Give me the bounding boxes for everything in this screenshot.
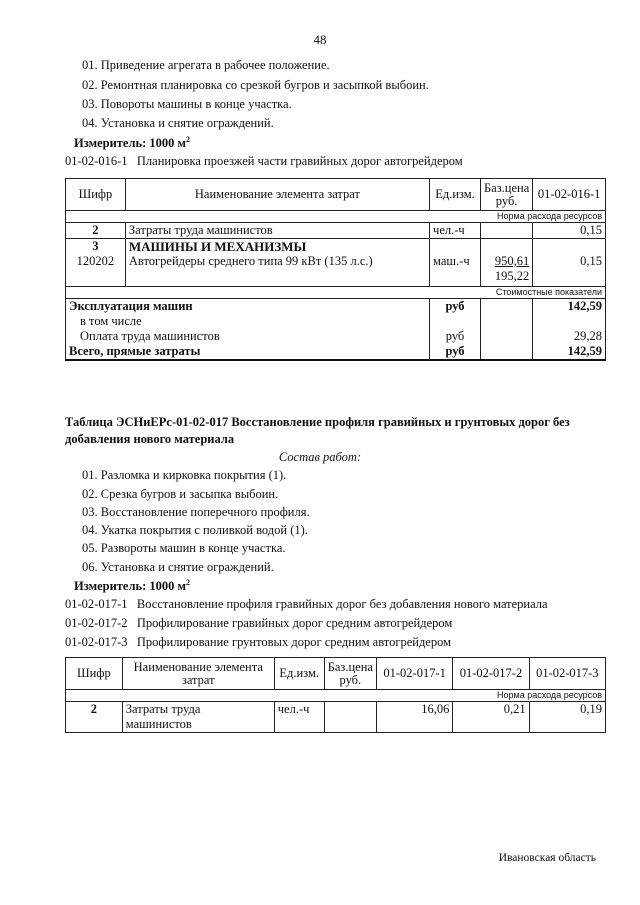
norm-code-line: 01-02-016-1 Планировка проезжей части гравийных дорог автогрейдером bbox=[65, 154, 463, 168]
col-header-norm: 01-02-016-1 bbox=[533, 179, 606, 211]
row-value: 16,06 bbox=[376, 702, 452, 733]
row-price: 950,61 195,22 bbox=[480, 254, 532, 287]
list-item: 02. Срезка бугров и засыпка выбоин. bbox=[82, 487, 279, 501]
col-header-price: Баз.цена руб. bbox=[480, 179, 532, 211]
cost-value: 142,59 bbox=[533, 344, 606, 360]
col-header-name: Наименование элемента затрат bbox=[122, 658, 274, 690]
list-item: 04. Установка и снятие ограждений. bbox=[82, 116, 274, 130]
list-item: 02. Ремонтная планировка со срезкой бугров и засыпкой выбоин. bbox=[82, 78, 429, 92]
row-price bbox=[480, 223, 532, 239]
row-price bbox=[324, 702, 376, 733]
footer-region: Ивановская область bbox=[498, 852, 596, 864]
col-header-code: Шифр bbox=[66, 179, 126, 211]
meter-label: Измеритель: 1000 $м^2$ bbox=[74, 135, 191, 151]
norms-table-016 bbox=[65, 178, 606, 361]
list-item: 04. Укатка покрытия с поливкой водой (1). bbox=[82, 523, 308, 537]
page-number: 48 bbox=[313, 32, 327, 47]
row-value: 0,19 bbox=[529, 702, 605, 733]
col-header-name: Наименование элемента затрат bbox=[125, 179, 429, 211]
norm-code-line: 01-02-017-1 Восстановление профиля гравийных дорог без добавления нового материала bbox=[65, 597, 548, 611]
col-header-norm: 01-02-017-3 bbox=[529, 658, 605, 690]
row-name: Затраты труда машинистов bbox=[125, 223, 429, 239]
col-header-norm: 01-02-017-1 bbox=[376, 658, 452, 690]
section-label-norms: Норма расхода ресурсов bbox=[66, 690, 606, 702]
col-header-norm: 01-02-017-2 bbox=[453, 658, 529, 690]
col-header-code: Шифр bbox=[66, 658, 123, 690]
list-item: 06. Установка и снятие ограждений. bbox=[82, 560, 274, 574]
col-header-unit: Ед.изм. bbox=[430, 179, 481, 211]
row-code: 3 bbox=[66, 239, 126, 255]
cost-unit: руб bbox=[430, 344, 481, 360]
norm-code-line: 01-02-017-2 Профилирование гравийных дорог средним автогрейдером bbox=[65, 616, 453, 630]
norms-table-017 bbox=[65, 657, 606, 733]
list-item: 05. Развороты машин в конце участка. bbox=[82, 541, 286, 555]
cost-unit: руб bbox=[430, 329, 481, 344]
row-name: Затраты труда машинистов bbox=[122, 702, 274, 733]
table-title-cont: добавления нового материала bbox=[65, 432, 235, 446]
row-name: МАШИНЫ И МЕХАНИЗМЫ bbox=[125, 239, 429, 255]
row-name: Автогрейдеры среднего типа 99 кВт (135 л.с.) bbox=[125, 254, 429, 287]
row-code: 2 bbox=[66, 223, 126, 239]
meter-label: Измеритель: 1000 $м^2$ bbox=[74, 578, 191, 594]
cost-name: Оплата труда машинистов bbox=[66, 329, 430, 344]
cost-name: Эксплуатация машин bbox=[66, 299, 430, 315]
cost-value: 29,28 bbox=[533, 329, 606, 344]
list-item: 01. Приведение агрегата в рабочее положение. bbox=[82, 58, 330, 72]
row-value: 0,15 bbox=[533, 223, 606, 239]
row-code: 2 bbox=[66, 702, 123, 733]
table-title: Таблица ЭСНиЕРс-01-02-017 Восстановление профиля гравийных и грунтовых дорог без bbox=[65, 415, 570, 429]
cost-value: 142,59 bbox=[533, 299, 606, 315]
row-unit: маш.-ч bbox=[430, 254, 481, 287]
list-item: 01. Разломка и кирковка покрытия (1). bbox=[82, 468, 287, 482]
col-header-unit: Ед.изм. bbox=[274, 658, 324, 690]
row-value: 0,15 bbox=[533, 254, 606, 287]
row-value: 0,21 bbox=[453, 702, 529, 733]
list-item: 03. Повороты машины в конце участка. bbox=[82, 97, 292, 111]
section-label-costs: Стоимостные показатели bbox=[66, 287, 606, 299]
row-unit: чел.-ч bbox=[274, 702, 324, 733]
cost-unit: руб bbox=[430, 299, 481, 315]
section-label-norms: Норма расхода ресурсов bbox=[66, 211, 606, 223]
list-item: 03. Восстановление поперечного профиля. bbox=[82, 505, 310, 519]
col-header-price: Баз.цена руб. bbox=[324, 658, 376, 690]
work-heading: Состав работ: bbox=[278, 450, 362, 464]
cost-name: в том числе bbox=[66, 314, 430, 329]
norm-code-line: 01-02-017-3 Профилирование грунтовых дорог средним автогрейдером bbox=[65, 635, 452, 649]
cost-name: Всего, прямые затраты bbox=[66, 344, 430, 360]
row-code: 120202 bbox=[66, 254, 126, 287]
row-unit: чел.-ч bbox=[430, 223, 481, 239]
